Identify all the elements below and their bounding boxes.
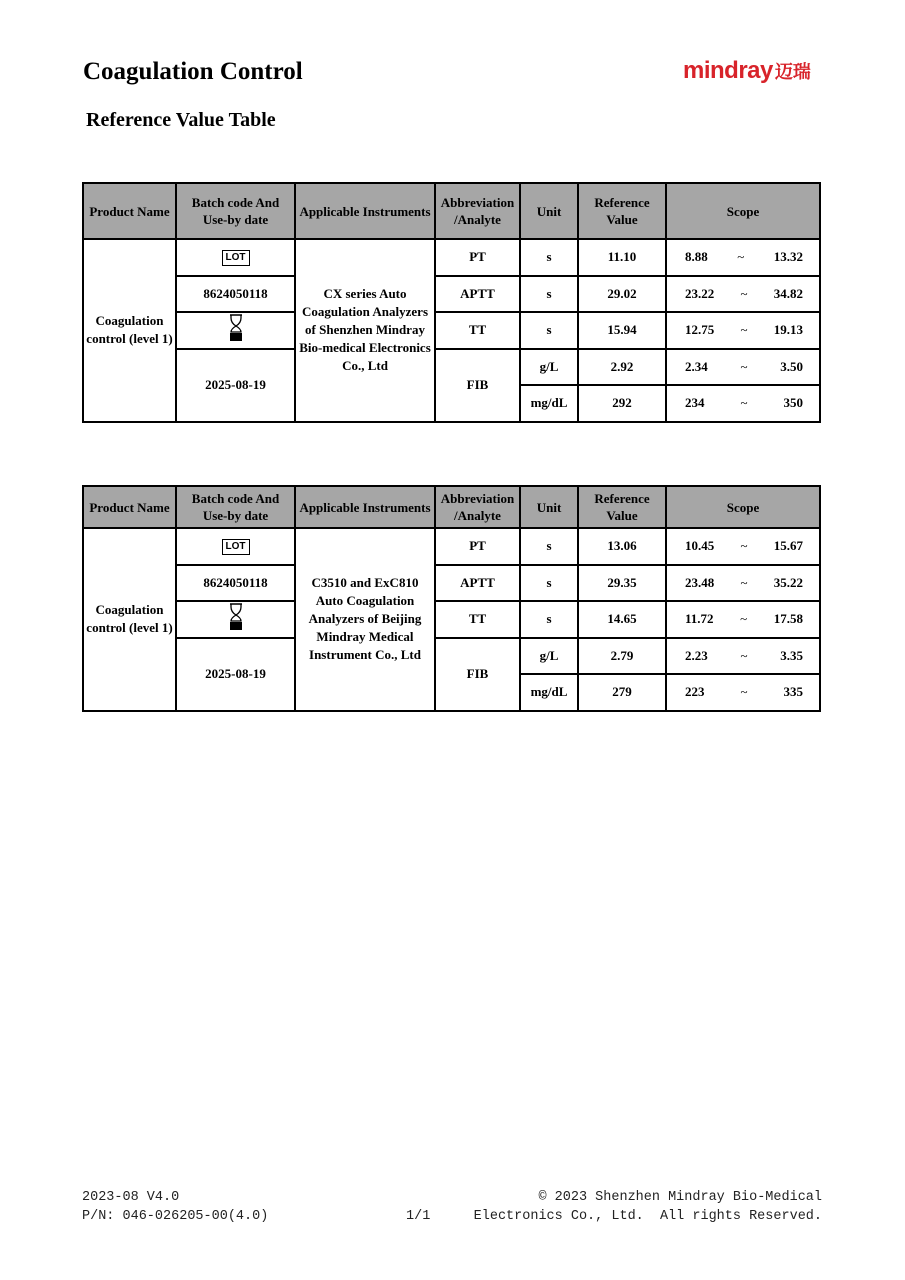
scope-cell (666, 239, 820, 276)
analyte-cell: TT (435, 601, 520, 638)
analyte-cell: FIB (435, 638, 520, 711)
scope-low: 2.34 (685, 358, 708, 374)
analyte-cell: FIB (435, 349, 520, 422)
reference-value-table-2 (82, 485, 821, 712)
scope-cell (666, 276, 820, 313)
use-by-symbol-cell (176, 601, 295, 638)
table-row (83, 239, 820, 276)
instruments-cell: C3510 and ExC810 Auto Coagulation Analyzers of Beijing Mindray Medical Instrument Co., Ltd (295, 528, 435, 711)
header-unit: Unit (520, 183, 578, 239)
mindray-logo (683, 56, 811, 86)
reference-value-cell: 14.65 (578, 601, 666, 638)
scope-separator: ~ (740, 285, 748, 301)
hourglass-icon (229, 314, 243, 342)
header-reference-value: Reference Value (578, 486, 666, 528)
header-instruments: Applicable Instruments (295, 183, 435, 239)
hourglass-icon (229, 603, 243, 631)
unit-cell: s (520, 565, 578, 602)
scope-high: 17.58 (773, 611, 803, 627)
unit-cell: g/L (520, 638, 578, 675)
reference-value-cell: 29.02 (578, 276, 666, 313)
batch-code-cell: 8624050118 (176, 276, 295, 313)
unit-cell: s (520, 601, 578, 638)
header-scope: Scope (666, 486, 820, 528)
scope-cell (666, 528, 820, 565)
table-row (83, 312, 820, 349)
analyte-cell: APTT (435, 565, 520, 602)
scope-cell (666, 638, 820, 675)
scope-separator: ~ (740, 647, 748, 663)
scope-low: 23.48 (685, 574, 715, 590)
scope-separator: ~ (740, 322, 748, 338)
unit-cell: s (520, 276, 578, 313)
footer-copyright-line2: Electronics Co., Ltd. All rights Reserved. (473, 1209, 822, 1224)
product-name-cell: Coagulation control (level 1) (83, 239, 176, 422)
batch-code-cell: 8624050118 (176, 565, 295, 602)
header-batch-code: Batch code And Use-by date (176, 486, 295, 528)
scope-cell (666, 312, 820, 349)
header-analyte: Abbreviation /Analyte (435, 183, 520, 239)
logo-text: mindray (683, 57, 773, 84)
analyte-cell: TT (435, 312, 520, 349)
header-product-name: Product Name (83, 183, 176, 239)
reference-value-cell: 279 (578, 674, 666, 711)
scope-high: 350 (783, 395, 803, 411)
footer-left (82, 1188, 268, 1226)
reference-value-cell: 13.06 (578, 528, 666, 565)
lot-symbol-cell (176, 239, 295, 276)
scope-high: 19.13 (773, 322, 803, 338)
reference-value-table-1 (82, 182, 821, 423)
use-by-date-cell: 2025-08-19 (176, 638, 295, 711)
scope-high: 3.50 (780, 358, 803, 374)
header-batch-code: Batch code And Use-by date (176, 183, 295, 239)
scope-low: 12.75 (685, 322, 715, 338)
lot-icon: LOT (222, 250, 250, 266)
unit-cell: mg/dL (520, 674, 578, 711)
reference-value-cell: 292 (578, 385, 666, 422)
scope-separator: ~ (740, 574, 748, 590)
header-reference-value: Reference Value (578, 183, 666, 239)
reference-value-cell: 2.92 (578, 349, 666, 386)
scope-low: 234 (685, 395, 705, 411)
lot-symbol-cell (176, 528, 295, 565)
table-row (83, 276, 820, 313)
scope-cell (666, 349, 820, 386)
scope-low: 2.23 (685, 647, 708, 663)
scope-separator: ~ (740, 611, 748, 627)
table-row (83, 565, 820, 602)
analyte-cell: PT (435, 239, 520, 276)
unit-cell: s (520, 528, 578, 565)
unit-cell: s (520, 239, 578, 276)
unit-cell: mg/dL (520, 385, 578, 422)
table-header-row (83, 183, 820, 239)
header-scope: Scope (666, 183, 820, 239)
table-row (83, 349, 820, 386)
unit-cell: g/L (520, 349, 578, 386)
header-analyte: Abbreviation /Analyte (435, 486, 520, 528)
instruments-cell: CX series Auto Coagulation Analyzers of Shenzhen Mindray Bio-medical Electronics Co., Ltd (295, 239, 435, 422)
header-unit: Unit (520, 486, 578, 528)
document-title: Coagulation Control (83, 58, 303, 85)
scope-separator: ~ (740, 538, 748, 554)
footer-page-number: 1/1 (406, 1209, 431, 1224)
scope-cell (666, 601, 820, 638)
scope-low: 10.45 (685, 538, 715, 554)
scope-high: 13.32 (773, 249, 803, 265)
footer-copyright-line1: © 2023 Shenzhen Mindray Bio-Medical (538, 1190, 822, 1205)
reference-value-cell: 2.79 (578, 638, 666, 675)
scope-low: 23.22 (685, 285, 715, 301)
use-by-date-cell: 2025-08-19 (176, 349, 295, 422)
header-product-name: Product Name (83, 486, 176, 528)
footer-part-number: P/N: 046-026205-00(4.0) (82, 1209, 269, 1224)
scope-separator: ~ (740, 684, 748, 700)
scope-high: 3.35 (780, 647, 803, 663)
analyte-cell: PT (435, 528, 520, 565)
scope-high: 335 (783, 684, 803, 700)
reference-value-cell: 15.94 (578, 312, 666, 349)
use-by-symbol-cell (176, 312, 295, 349)
table-row (83, 528, 820, 565)
scope-separator: ~ (740, 395, 748, 411)
product-name-cell: Coagulation control (level 1) (83, 528, 176, 711)
scope-high: 34.82 (773, 285, 803, 301)
scope-low: 223 (685, 684, 705, 700)
footer-copyright (474, 1188, 822, 1226)
scope-separator: ~ (740, 358, 748, 374)
analyte-cell: APTT (435, 276, 520, 313)
reference-value-cell: 29.35 (578, 565, 666, 602)
scope-low: 11.72 (685, 611, 714, 627)
table-heading: Reference Value Table (86, 109, 276, 131)
scope-cell (666, 674, 820, 711)
scope-low: 8.88 (685, 249, 708, 265)
table-row (83, 638, 820, 675)
scope-cell (666, 565, 820, 602)
footer-version: 2023-08 V4.0 (82, 1190, 180, 1205)
scope-separator: ~ (737, 249, 745, 265)
table-header-row (83, 486, 820, 528)
scope-high: 35.22 (773, 574, 803, 590)
lot-icon: LOT (222, 539, 250, 555)
header-instruments: Applicable Instruments (295, 486, 435, 528)
unit-cell: s (520, 312, 578, 349)
reference-value-cell: 11.10 (578, 239, 666, 276)
scope-cell (666, 385, 820, 422)
table-row (83, 601, 820, 638)
logo-chinese-text: 迈瑞 (774, 62, 811, 83)
scope-high: 15.67 (773, 538, 803, 554)
